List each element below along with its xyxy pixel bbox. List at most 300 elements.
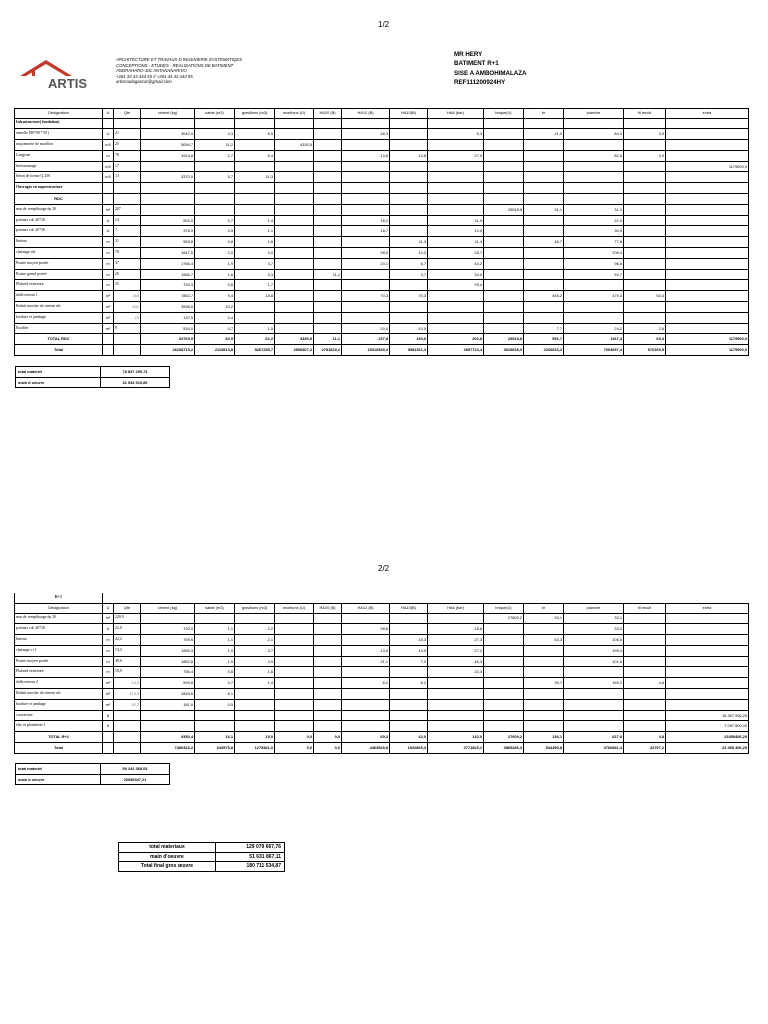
table-cell: 2598307,2 bbox=[275, 345, 314, 356]
table-cell bbox=[524, 721, 564, 732]
column-header: HA20 (B) bbox=[314, 109, 342, 119]
table-cell bbox=[195, 194, 235, 205]
logo-text: ARTIS bbox=[48, 76, 87, 91]
table-cell: 2781818,2 bbox=[314, 345, 342, 356]
table-cell: m² bbox=[103, 204, 114, 215]
table-cell bbox=[390, 215, 428, 226]
summary-label: total materiel bbox=[16, 367, 101, 378]
table-cell bbox=[484, 678, 524, 689]
table-cell bbox=[484, 172, 524, 183]
table-cell: 3957724,4 bbox=[428, 345, 484, 356]
table-cell bbox=[666, 635, 749, 646]
artis-logo bbox=[18, 58, 104, 94]
table-cell bbox=[428, 312, 484, 323]
table-cell bbox=[275, 150, 314, 161]
table-cell bbox=[195, 613, 235, 624]
table-cell: 18,8 bbox=[428, 624, 484, 635]
table-cell: 2206633,2 bbox=[524, 345, 564, 356]
table-row bbox=[15, 172, 749, 183]
table-cell bbox=[624, 183, 666, 194]
table-cell bbox=[195, 118, 235, 129]
table-cell: 1,1 bbox=[235, 226, 275, 237]
table-cell bbox=[524, 194, 564, 205]
table-cell: 11,3 bbox=[390, 237, 428, 248]
table-cell: 3865286,3 bbox=[484, 743, 524, 754]
table-cell: m² bbox=[103, 678, 114, 689]
table-cell bbox=[524, 699, 564, 710]
table-cell bbox=[564, 183, 624, 194]
table-row bbox=[15, 323, 749, 334]
table-cell bbox=[564, 172, 624, 183]
table-cell bbox=[314, 645, 342, 656]
table-row bbox=[15, 269, 749, 280]
table-cell bbox=[141, 183, 195, 194]
table-row bbox=[15, 140, 749, 151]
row-label: dalle niveau 2 bbox=[15, 678, 103, 689]
table-row bbox=[15, 613, 749, 624]
table-cell: 195,4 bbox=[564, 645, 624, 656]
table-cell: 4,3 bbox=[195, 129, 235, 140]
table-cell: 13,8 bbox=[342, 150, 390, 161]
table-cell: 78 bbox=[114, 150, 141, 161]
table-cell bbox=[314, 689, 342, 700]
final-total-value: 129 079 667,76 bbox=[216, 843, 285, 853]
table-cell: 53,4 bbox=[624, 291, 666, 302]
table-cell bbox=[624, 710, 666, 721]
table-cell bbox=[624, 656, 666, 667]
final-totals-table bbox=[118, 842, 285, 872]
table-cell bbox=[275, 258, 314, 269]
table-cell: 25 bbox=[114, 280, 141, 291]
table-cell bbox=[484, 150, 524, 161]
table-cell bbox=[484, 194, 524, 205]
table-cell bbox=[666, 226, 749, 237]
table-cell bbox=[624, 645, 666, 656]
table-cell bbox=[484, 667, 524, 678]
empty-cell bbox=[195, 593, 235, 604]
table-cell: 7,0 bbox=[390, 656, 428, 667]
table-cell bbox=[114, 194, 141, 205]
table-cell bbox=[114, 743, 141, 754]
table-cell bbox=[342, 280, 390, 291]
table-cell: 1647,5 bbox=[141, 248, 195, 259]
table-cell: 3370,0 bbox=[141, 172, 195, 183]
column-header: sable (m3) bbox=[195, 109, 235, 119]
table-cell: 3766891,4 bbox=[564, 743, 624, 754]
table-cell: 3,3 bbox=[235, 269, 275, 280]
table-row bbox=[15, 248, 749, 259]
table-cell bbox=[235, 699, 275, 710]
table-cell bbox=[342, 204, 390, 215]
roof-icon bbox=[20, 60, 72, 76]
table-cell bbox=[275, 302, 314, 313]
table-cell: 4,8 bbox=[624, 678, 666, 689]
table-row bbox=[15, 302, 749, 313]
table-cell bbox=[524, 645, 564, 656]
table-cell: 74,3 bbox=[114, 645, 141, 656]
table-cell bbox=[114, 118, 141, 129]
table-cell bbox=[524, 161, 564, 172]
table-cell: 142,0 bbox=[428, 732, 484, 743]
table-cell: 5,3 bbox=[428, 129, 484, 140]
row-label: herissonnage bbox=[15, 161, 103, 172]
header-row bbox=[15, 604, 749, 614]
summary-row bbox=[16, 774, 170, 785]
client-name: MR HERY bbox=[454, 51, 483, 58]
table-cell bbox=[524, 624, 564, 635]
table-cell bbox=[275, 161, 314, 172]
company-line: CONCEPTIONS - ETUDES - REALISATIONS DE BATIMENT bbox=[116, 62, 234, 68]
final-total-label: main d'oeuvre bbox=[119, 852, 216, 862]
table-cell bbox=[390, 280, 428, 291]
table-cell: 1932865,3 bbox=[390, 743, 428, 754]
table-cell: 18,8 bbox=[235, 291, 275, 302]
table-cell: 2771825,1 bbox=[428, 743, 484, 754]
company-line: +261 33 43 444 55 // +261 34 43 444 55 bbox=[116, 73, 193, 79]
table-cell bbox=[275, 323, 314, 334]
table-cell: 15316528,3 bbox=[342, 345, 390, 356]
table-cell: 759,6 bbox=[141, 635, 195, 646]
table-cell bbox=[624, 269, 666, 280]
company-line: artismadagascar@gmail.com bbox=[116, 79, 172, 85]
table-cell bbox=[314, 258, 342, 269]
table-row bbox=[15, 258, 749, 269]
table-cell bbox=[624, 140, 666, 151]
table-cell bbox=[390, 140, 428, 151]
table-cell: 22,4 bbox=[428, 667, 484, 678]
table-title-row bbox=[15, 593, 749, 604]
table-row bbox=[15, 204, 749, 215]
table-cell bbox=[524, 689, 564, 700]
row-label: poteaux rdc 20*20 bbox=[15, 215, 103, 226]
table-cell bbox=[666, 194, 749, 205]
table-cell: 1,4 bbox=[235, 678, 275, 689]
section-row bbox=[15, 183, 749, 194]
table-cell bbox=[390, 183, 428, 194]
empty-cell bbox=[141, 593, 195, 604]
table-cell: m bbox=[103, 280, 114, 291]
table-cell: 42797,2 bbox=[624, 743, 666, 754]
table-cell: 1559,3 bbox=[141, 645, 195, 656]
table-cell: 14,3 bbox=[390, 248, 428, 259]
table-cell: 39,7 bbox=[524, 678, 564, 689]
table-cell bbox=[114, 732, 141, 743]
table-cell: 38,6 bbox=[114, 656, 141, 667]
table-cell bbox=[390, 721, 428, 732]
table-cell bbox=[275, 118, 314, 129]
row-label: couverture bbox=[15, 710, 103, 721]
table-cell bbox=[666, 280, 749, 291]
column-header: HA20 (B) bbox=[314, 604, 342, 614]
table-cell bbox=[666, 656, 749, 667]
table-cell bbox=[342, 699, 390, 710]
table-cell: 42,0 bbox=[390, 732, 428, 743]
table-cell: 181,0 bbox=[141, 699, 195, 710]
table-cell bbox=[666, 667, 749, 678]
table-cell: 17 bbox=[114, 161, 141, 172]
table-cell: m3 bbox=[103, 161, 114, 172]
table-cell: 5981511,3 bbox=[390, 345, 428, 356]
table-cell bbox=[275, 710, 314, 721]
table-cell bbox=[624, 624, 666, 635]
table-cell: 627,8 bbox=[564, 732, 624, 743]
table-cell: 1179500,0 bbox=[666, 334, 749, 345]
table-cell bbox=[624, 161, 666, 172]
final-total-row bbox=[119, 852, 285, 862]
table-cell bbox=[141, 194, 195, 205]
table-cell: 70,3 bbox=[390, 291, 428, 302]
table-cell bbox=[484, 323, 524, 334]
table-cell bbox=[342, 667, 390, 678]
quantity-table-rdc bbox=[14, 108, 749, 356]
table-cell: 28,5 bbox=[342, 248, 390, 259]
column-header: HA12 (B) bbox=[342, 604, 390, 614]
table-cell: 30,5 bbox=[564, 226, 624, 237]
table-cell bbox=[390, 302, 428, 313]
table-row bbox=[15, 699, 749, 710]
table-cell: 20 bbox=[114, 269, 141, 280]
table-cell bbox=[666, 140, 749, 151]
table-cell bbox=[314, 291, 342, 302]
table-cell: 756,4 bbox=[141, 667, 195, 678]
company-line: ANDRAHARO-101 ANTANANARIVO bbox=[116, 68, 187, 74]
table-cell bbox=[666, 118, 749, 129]
table-cell bbox=[103, 732, 114, 743]
table-cell bbox=[195, 183, 235, 194]
table-cell bbox=[666, 678, 749, 689]
table-cell: m bbox=[103, 237, 114, 248]
column-header: HA6 (bar) bbox=[428, 109, 484, 119]
table-cell: 18,2 bbox=[342, 215, 390, 226]
table-cell bbox=[524, 656, 564, 667]
project-header bbox=[454, 50, 527, 87]
table-cell: 24,2 bbox=[564, 323, 624, 334]
row-label: Poutre moyen portée bbox=[15, 656, 103, 667]
empty-cell bbox=[524, 593, 564, 604]
table-cell: m bbox=[103, 269, 114, 280]
table-cell bbox=[235, 710, 275, 721]
table-cell bbox=[484, 161, 524, 172]
table-cell: 11,9 bbox=[428, 215, 484, 226]
table-cell bbox=[275, 291, 314, 302]
table-cell: 8 bbox=[114, 323, 141, 334]
table-cell: U bbox=[103, 129, 114, 140]
table-cell: 220,9 bbox=[114, 613, 141, 624]
table-cell: 31 bbox=[114, 237, 141, 248]
table-cell: 10,0 bbox=[428, 226, 484, 237]
column-header: ciment (kg) bbox=[141, 109, 195, 119]
table-cell bbox=[114, 721, 141, 732]
table-row bbox=[15, 710, 749, 721]
table-cell: 0,8 bbox=[195, 280, 235, 291]
table-cell: 46,7 bbox=[524, 237, 564, 248]
table-cell bbox=[524, 312, 564, 323]
table-cell: 1179500,0 bbox=[666, 161, 749, 172]
table-cell bbox=[195, 721, 235, 732]
column-header: moellons (U) bbox=[275, 604, 314, 614]
table-cell bbox=[666, 624, 749, 635]
table-cell: 33,0 bbox=[564, 624, 624, 635]
table-cell bbox=[235, 194, 275, 205]
table-cell: 78 bbox=[114, 248, 141, 259]
table-cell bbox=[390, 699, 428, 710]
table-cell bbox=[624, 613, 666, 624]
table-cell: 23455406,25 bbox=[666, 732, 749, 743]
column-header: brique(U) bbox=[484, 604, 524, 614]
row-label: Total bbox=[15, 743, 103, 754]
table-cell bbox=[624, 312, 666, 323]
table-cell bbox=[390, 624, 428, 635]
table-cell bbox=[484, 215, 524, 226]
page-number-1: 1/2 bbox=[378, 20, 390, 29]
table-cell: 3,9 bbox=[624, 150, 666, 161]
final-total-value: 51 631 867,11 bbox=[216, 852, 285, 862]
row-label: TOTAL R+1 bbox=[15, 732, 103, 743]
summary-label: main d oeuvre bbox=[16, 774, 101, 785]
table-cell: 27,9 bbox=[428, 150, 484, 161]
table-cell bbox=[624, 635, 666, 646]
table-cell: 1914,8 bbox=[141, 150, 195, 161]
table-cell bbox=[524, 140, 564, 151]
table-cell: 27609,2 bbox=[484, 732, 524, 743]
table-cell bbox=[342, 302, 390, 313]
table-cell: 2,6 bbox=[624, 323, 666, 334]
table-cell bbox=[390, 613, 428, 624]
table-cell: 600 bbox=[114, 302, 141, 313]
table-cell bbox=[342, 710, 390, 721]
table-cell bbox=[103, 183, 114, 194]
table-cell bbox=[342, 721, 390, 732]
column-header: Qté bbox=[114, 604, 141, 614]
table-cell bbox=[342, 161, 390, 172]
table-cell bbox=[484, 237, 524, 248]
table-row bbox=[15, 215, 749, 226]
table-cell: 20,0 bbox=[342, 323, 390, 334]
table-cell bbox=[524, 150, 564, 161]
table-cell: 0,8 bbox=[195, 667, 235, 678]
row-label: Enduit mortier de ciment rdc bbox=[15, 302, 103, 313]
table-cell: 22,0 bbox=[114, 624, 141, 635]
table-cell: 37 bbox=[114, 258, 141, 269]
table-cell bbox=[428, 689, 484, 700]
table-cell bbox=[235, 161, 275, 172]
table-cell bbox=[314, 613, 342, 624]
column-header: Désignation bbox=[15, 109, 103, 119]
table-cell bbox=[342, 312, 390, 323]
section-row bbox=[15, 194, 749, 205]
table-cell: 202,8 bbox=[428, 334, 484, 345]
table-cell bbox=[235, 118, 275, 129]
summary-table-rdc bbox=[15, 366, 170, 388]
table-cell bbox=[666, 129, 749, 140]
table-cell bbox=[484, 118, 524, 129]
table-cell bbox=[564, 302, 624, 313]
table-cell: 792,0 bbox=[141, 624, 195, 635]
table-cell: 1,7 bbox=[235, 280, 275, 291]
table-cell bbox=[195, 710, 235, 721]
table-cell: 1766,4 bbox=[141, 258, 195, 269]
table-cell bbox=[524, 248, 564, 259]
table-cell bbox=[484, 645, 524, 656]
table-cell: 26208715,2 bbox=[141, 345, 195, 356]
table-cell bbox=[484, 699, 524, 710]
column-header: U bbox=[103, 109, 114, 119]
table-cell bbox=[195, 204, 235, 215]
table-cell bbox=[484, 258, 524, 269]
column-header: ciment (kg) bbox=[141, 604, 195, 614]
table-cell: 25918,8 bbox=[484, 334, 524, 345]
table-cell: 33,1 bbox=[564, 613, 624, 624]
table-cell bbox=[484, 226, 524, 237]
summary-label: main d oeuvre bbox=[16, 377, 101, 388]
table-cell bbox=[314, 140, 342, 151]
table-cell bbox=[624, 215, 666, 226]
table-row bbox=[15, 624, 749, 635]
table-cell: 23 455 406,25 bbox=[666, 743, 749, 754]
empty-cell bbox=[428, 593, 484, 604]
table-cell: 105,5 bbox=[564, 635, 624, 646]
table-cell bbox=[103, 334, 114, 345]
table-cell: 7852,7 bbox=[141, 291, 195, 302]
row-label: Enduit mortier de ciment rdc bbox=[15, 689, 103, 700]
table-cell bbox=[141, 710, 195, 721]
table-cell bbox=[141, 613, 195, 624]
table-cell bbox=[390, 667, 428, 678]
table-cell: 44,2 bbox=[428, 258, 484, 269]
table-cell: 20,1 bbox=[342, 258, 390, 269]
table-cell bbox=[390, 312, 428, 323]
table-cell bbox=[624, 699, 666, 710]
table-cell bbox=[314, 118, 342, 129]
table-cell: 33,1 bbox=[524, 613, 564, 624]
table-cell bbox=[235, 302, 275, 313]
table-cell bbox=[428, 172, 484, 183]
table-cell bbox=[564, 721, 624, 732]
table-cell bbox=[103, 194, 114, 205]
table-cell: 1,6 bbox=[235, 237, 275, 248]
table-cell: 5,4 bbox=[235, 150, 275, 161]
table-cell bbox=[275, 667, 314, 678]
table-row bbox=[15, 667, 749, 678]
row-label: Plafond extereure bbox=[15, 667, 103, 678]
table-cell bbox=[428, 302, 484, 313]
table-cell bbox=[314, 312, 342, 323]
table-cell bbox=[342, 140, 390, 151]
table-cell: 70,3 bbox=[342, 291, 390, 302]
table-cell: 2115813,8 bbox=[195, 345, 235, 356]
table-cell bbox=[342, 194, 390, 205]
table-cell: 130,0 bbox=[390, 334, 428, 345]
summary-row bbox=[16, 764, 170, 775]
table-cell: 1167,4 bbox=[564, 334, 624, 345]
table-cell: 445,2 bbox=[524, 291, 564, 302]
table-cell: m bbox=[103, 645, 114, 656]
table-cell: 46,3 bbox=[428, 656, 484, 667]
table-cell: U bbox=[103, 226, 114, 237]
table-cell bbox=[624, 204, 666, 215]
table-cell: 1,6 bbox=[195, 269, 235, 280]
table-cell bbox=[564, 161, 624, 172]
table-cell: 23 bbox=[114, 312, 141, 323]
table-cell: 4330,5 bbox=[275, 140, 314, 151]
table-cell bbox=[342, 613, 390, 624]
table-cell bbox=[666, 215, 749, 226]
table-cell: m² bbox=[103, 302, 114, 313]
table-cell: 6,7 bbox=[390, 258, 428, 269]
table-cell bbox=[484, 269, 524, 280]
empty-cell bbox=[624, 593, 666, 604]
table-cell: 3598,5 bbox=[141, 302, 195, 313]
